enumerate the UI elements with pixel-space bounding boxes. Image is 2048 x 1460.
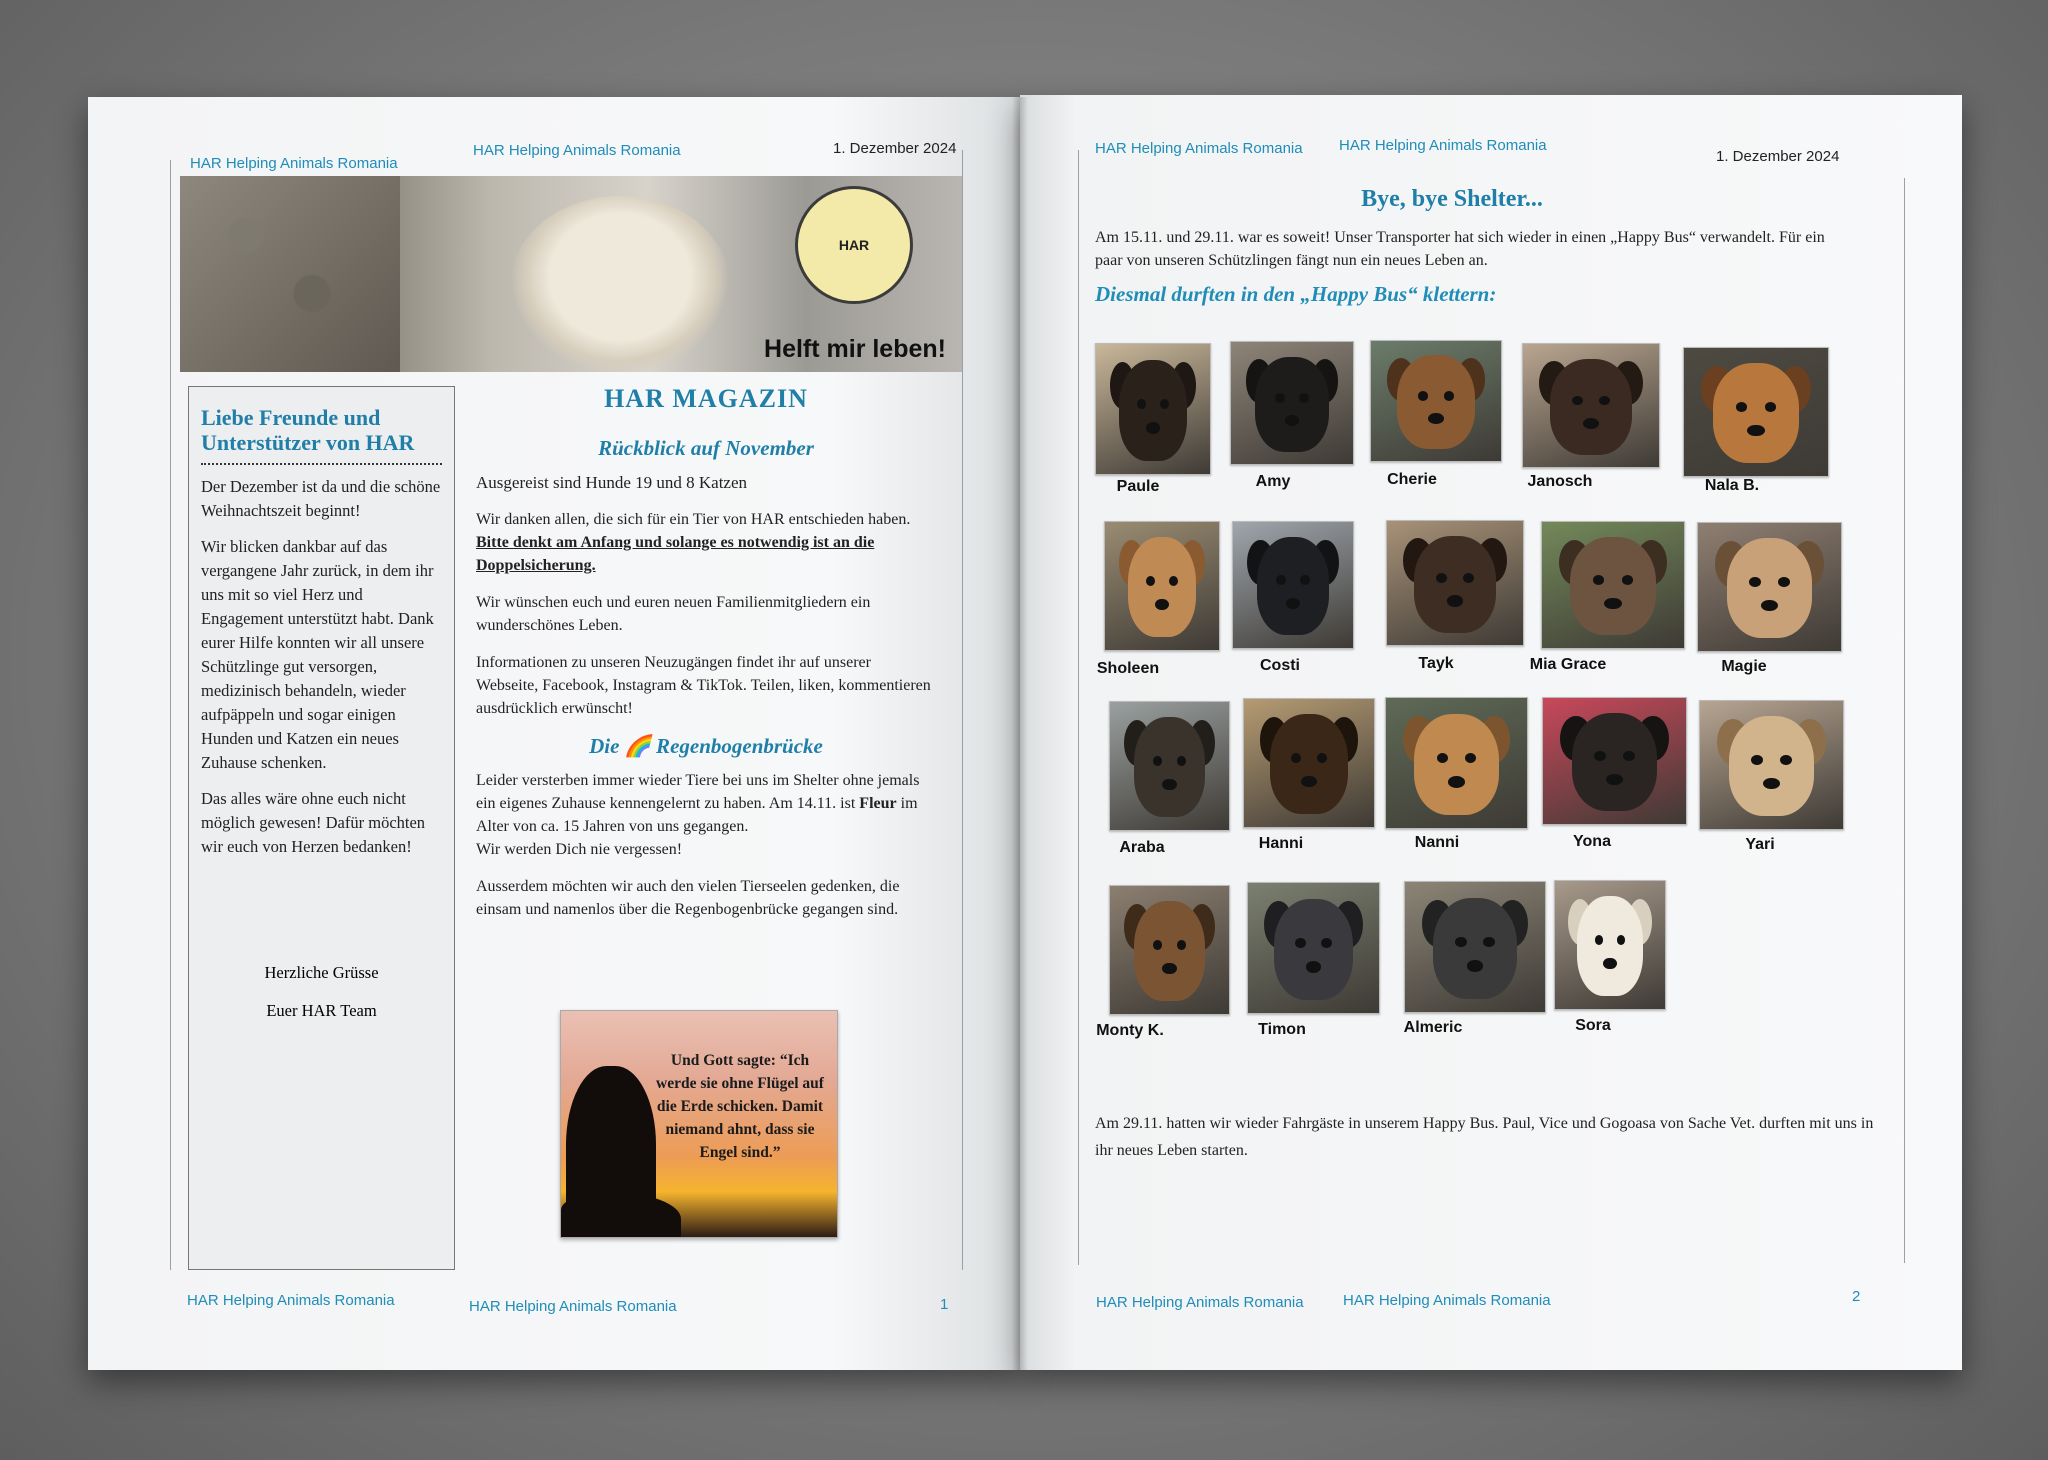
dog-name: Araba <box>1119 839 1165 856</box>
quote-text: Und Gott sagte: “Ich werde sie ohne Flügel auf die Erde schicken. Damit niemand ahnt, dass sie Engel sind.” <box>656 1052 824 1161</box>
dog-name: Tayk <box>1418 655 1454 672</box>
dog-photo <box>1095 343 1211 475</box>
dog-photo <box>1683 347 1829 477</box>
dog-name: Janosch <box>1527 473 1593 490</box>
memorial-paragraph <box>476 769 936 861</box>
dog-name: Amy <box>1255 473 1291 490</box>
right-frame-line-right <box>1904 178 1905 1263</box>
dog-photo <box>1404 881 1546 1013</box>
memorial-text-3: Wir werden Dich nie vergessen! <box>476 841 683 858</box>
right-footer-1: HAR Helping Animals Romania <box>1096 1294 1304 1311</box>
dog-photo <box>1109 701 1230 831</box>
dog-photo <box>1370 340 1502 462</box>
adoption-stats: Ausgereist sind Hunde 19 und 8 Katzen <box>476 473 748 492</box>
dog-photo <box>1386 520 1524 646</box>
right-running-head-2: HAR Helping Animals Romania <box>1339 137 1547 154</box>
right-frame-line <box>1078 150 1079 1265</box>
sidebar-closing <box>201 954 442 1030</box>
dog-name: Yari <box>1745 836 1775 853</box>
left-footer-1: HAR Helping Animals Romania <box>187 1292 395 1309</box>
info-paragraph: Informationen zu unseren Neuzugängen findet ihr auf unserer Webseite, Facebook, Instagram & TikTok. Teilen, liken, kommentieren ausdrücklich erwünscht! <box>476 654 931 717</box>
dog-photo <box>1230 341 1354 465</box>
left-running-head-1: HAR Helping Animals Romania <box>190 155 398 172</box>
memorial-text-2: im Alter von ca. 15 Jahren von uns gegangen. <box>476 795 918 835</box>
memorial-name: Fleur <box>859 795 897 812</box>
sidebar-title: Liebe Freunde und Unterstützer von HAR <box>201 405 442 465</box>
har-logo: HAR <box>795 186 913 304</box>
dog-name: Mia Grace <box>1529 656 1607 673</box>
right-date: 1. Dezember 2024 <box>1716 148 1840 165</box>
dog-name: Sholeen <box>1096 660 1160 677</box>
dog-photo <box>1247 882 1380 1014</box>
dog-name: Yona <box>1573 833 1611 850</box>
dog-name: Monty K. <box>1096 1022 1164 1039</box>
thanks-text: Wir danken allen, die sich für ein Tier von HAR entschieden haben. <box>476 511 911 528</box>
rock-silhouette <box>561 1192 681 1237</box>
right-page-intro: Am 15.11. und 29.11. war es soweit! Unser Transporter hat sich wieder in einen „Happy Bus“ verwandelt. Für ein paar von unseren Schützlingen fängt nun ein neues Leben an. <box>1095 229 1825 269</box>
sidebar-paragraph-3: Das alles wäre ohne euch nicht möglich gewesen! Dafür möchten wir euch von Herzen bedanken! <box>201 789 426 856</box>
dog-photo <box>1385 697 1528 829</box>
left-frame-line-right <box>962 150 963 1270</box>
right-page-title: Bye, bye Shelter... <box>1361 186 1543 212</box>
dog-name: Magie <box>1721 658 1767 675</box>
dog-photo <box>1104 521 1220 651</box>
puppy-image <box>510 196 730 372</box>
section-title-rainbow-bridge: Die 🌈 Regenbogenbrücke <box>589 734 823 758</box>
dog-name: Sora <box>1575 1017 1611 1034</box>
dog-name: Costi <box>1260 657 1300 674</box>
spine-shadow <box>1012 97 1028 1370</box>
banner-text: Helft mir leben! <box>764 335 946 363</box>
remembrance-paragraph: Ausserdem möchten wir auch den vielen Tierseelen gedenken, die einsam und namenlos über die Regenbogenbrücke gegangen sind. <box>476 878 900 918</box>
dog-name: Timon <box>1258 1021 1306 1038</box>
quote-image <box>560 1010 838 1238</box>
left-running-head-2: HAR Helping Animals Romania <box>473 142 681 159</box>
right-page-number: 2 <box>1852 1288 1861 1305</box>
sidebar-letter <box>188 386 455 1270</box>
right-running-head-1: HAR Helping Animals Romania <box>1095 140 1303 157</box>
dog-photo <box>1522 343 1660 468</box>
magazine-column <box>476 384 936 935</box>
right-page-subtitle: Diesmal durften in den „Happy Bus“ klettern: <box>1095 282 1497 306</box>
dog-photo <box>1697 522 1842 652</box>
dog-name: Nala B. <box>1704 477 1760 494</box>
memorial-text: Leider versterben immer wieder Tiere bei uns im Shelter ohne jemals ein eigenes Zuhause kennengelernt zu haben. Am 14.11. ist <box>476 772 920 812</box>
sidebar-paragraph-1: Der Dezember ist da und die schöne Weihnachtszeit beginnt! <box>201 477 441 520</box>
closing-signature: Euer HAR Team <box>266 1001 377 1020</box>
wishes-paragraph: Wir wünschen euch und euren neuen Familienmitgliedern ein wunderschönes Leben. <box>476 594 871 634</box>
section-title-review: Rückblick auf November <box>598 436 814 460</box>
thanks-paragraph <box>476 508 936 577</box>
left-date: 1. Dezember 2024 <box>833 140 957 157</box>
dog-photo <box>1243 698 1375 828</box>
dog-name: Nanni <box>1414 834 1460 851</box>
right-footer-2: HAR Helping Animals Romania <box>1343 1292 1551 1309</box>
dog-name: Hanni <box>1258 835 1304 852</box>
dog-photo <box>1554 880 1666 1010</box>
sidebar-paragraph-2: Wir blicken dankbar auf das vergangene Jahr zurück, in dem ihr uns mit so viel Herz und Engagement unterstützt habt. Dank eurer Hilfe konnten wir all unsere Schützlinge gut versorgen, medizinisch behandeln, wieder aufpäppeln und sogar einigen Hunden und Katzen ein neues Zuhause schenken. <box>201 537 434 772</box>
paw-print-image <box>180 176 400 372</box>
dog-photo <box>1109 885 1230 1015</box>
dog-photo <box>1542 697 1687 825</box>
dog-photo <box>1541 521 1685 649</box>
dog-photo <box>1699 700 1844 830</box>
dog-name: Almeric <box>1403 1019 1463 1036</box>
left-footer-2: HAR Helping Animals Romania <box>469 1298 677 1315</box>
closing-greeting: Herzliche Grüsse <box>264 963 379 982</box>
left-frame-line <box>170 160 171 1270</box>
dog-name: Cherie <box>1387 471 1437 488</box>
right-page-note: Am 29.11. hatten wir wieder Fahrgäste in unserem Happy Bus. Paul, Vice und Gogoasa von Sache Vet. durften mit uns in ihr neues Leben starten. <box>1095 1115 1874 1159</box>
safety-notice: Bitte denkt am Anfang und solange es notwendig ist an die Doppelsicherung. <box>476 534 875 574</box>
left-page-number: 1 <box>940 1296 949 1313</box>
dog-name: Paule <box>1116 478 1160 495</box>
dog-photo <box>1232 521 1354 649</box>
hero-banner <box>180 176 962 372</box>
magazine-title: HAR MAGAZIN <box>604 384 808 413</box>
